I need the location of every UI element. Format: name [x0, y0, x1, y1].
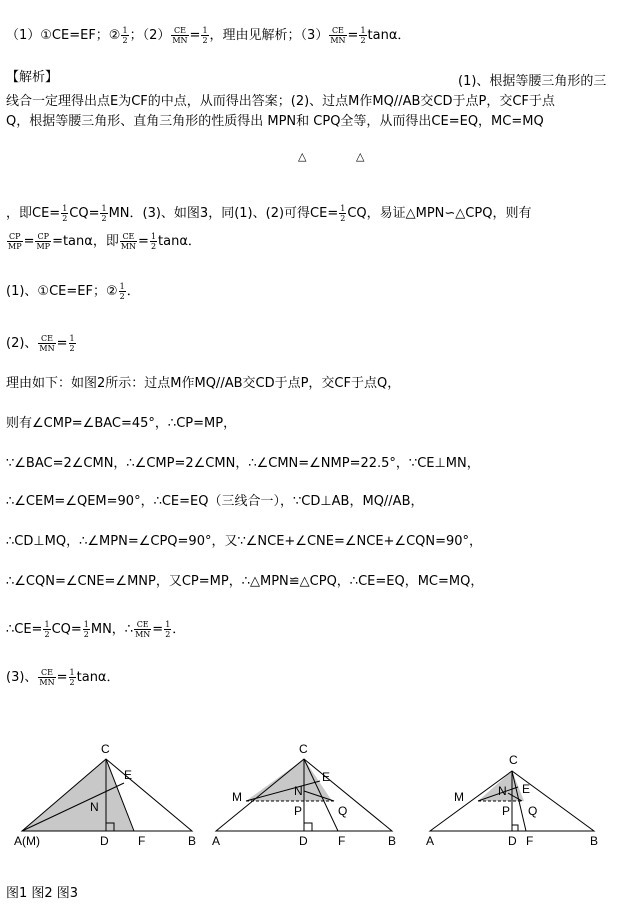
- part-2: (2)、 $\frac{CE}{MN}$ = $\frac{1}{2}$: [6, 334, 75, 353]
- reasoning-line: 理由如下：如图2所示：过点M作MQ//AB交CD于点P，交CF于点Q，: [6, 376, 401, 391]
- label-f: F: [338, 834, 346, 848]
- part-3: (3)、 $\frac{CE}{MN}$ = $\frac{1}{2}$ tanα．: [6, 668, 120, 687]
- label-n: N: [294, 784, 303, 798]
- analysis-heading: 【解析】: [6, 70, 59, 85]
- label-c: C: [509, 753, 518, 767]
- right-angle-mark: [512, 825, 518, 831]
- label-p: P: [294, 804, 303, 818]
- label-n: N: [90, 800, 99, 814]
- shaded-region: [22, 759, 134, 831]
- analysis-line-3: Q，根据等腰三角形、直角三角形的性质得出 MPN和 CPQ全等，从而得出CE=EQ，MC=MQ: [6, 114, 544, 129]
- label-f: F: [526, 834, 534, 848]
- label-am: A(M): [14, 834, 40, 848]
- figure-2: [216, 759, 392, 831]
- label-p: P: [502, 804, 511, 818]
- label-b: B: [388, 834, 397, 848]
- label-c: C: [101, 742, 110, 756]
- label-q: Q: [528, 804, 538, 818]
- geometry-figures: [0, 715, 630, 875]
- fraction-half: $\frac{1}{2}$: [122, 26, 128, 45]
- label-n: N: [498, 784, 507, 798]
- answer-summary: （1）①CE=EF；② $\frac{1}{2}$ ；（2） $\frac{CE}{MN}$ = $\frac{1}{2}$ ，理由见解析；（3） $\frac{CE}{MN}$ = $\frac{1}{2}$ tanα．: [6, 26, 411, 45]
- label-d: D: [508, 834, 517, 848]
- reasoning-line: ∴∠CEM=∠QEM=90°，∴CE=EQ（三线合一），∵CD⊥AB，MQ//AB，: [6, 494, 424, 509]
- label-e: E: [322, 770, 331, 784]
- analysis-line-2: 线合一定理得出点E为CF的中点，从而得出答案；(2)、过点M作MQ//AB交CD于点P，交CF于点: [6, 94, 555, 109]
- triangle-symbol: △: [298, 150, 307, 163]
- label-m: M: [232, 790, 242, 804]
- label-e: E: [124, 768, 133, 782]
- label-q: Q: [338, 804, 348, 818]
- label-m: M: [454, 790, 464, 804]
- label-d: D: [100, 834, 109, 848]
- label-c: C: [299, 742, 308, 756]
- figure-caption: 图1 图2 图3: [6, 886, 79, 901]
- triangle-symbol: △: [356, 150, 365, 163]
- analysis-line-4: ，即CE= $\frac{1}{2}$ CQ= $\frac{1}{2}$ MN．(3)、如图3，同(1)、(2)可得CE= $\frac{1}{2}$ CQ，易证△MPN∽△CPQ，则有: [6, 204, 532, 223]
- label-e: E: [522, 782, 531, 796]
- label-a: A: [212, 834, 221, 848]
- label-b: B: [590, 834, 599, 848]
- right-angle-mark: [304, 823, 312, 831]
- reasoning-line: ∵∠BAC=2∠CMN，∴∠CMP=2∠CMN，∴∠CMN=∠NMP=22.5°，∵CE⊥MN，: [6, 456, 480, 471]
- part-1: (1)、①CE=EF；② $\frac{1}{2}$ ．: [6, 282, 140, 301]
- label-f: F: [138, 834, 146, 848]
- shaded-region: [246, 759, 332, 801]
- label-a: A: [426, 834, 435, 848]
- reasoning-line: ∴CD⊥MQ，∴∠MPN=∠CPQ=90°，又∵∠NCE+∠CNE=∠NCE+∠CQN=90°，: [6, 534, 483, 549]
- analysis-right-text: (1)、根据等腰三角形的三: [458, 74, 607, 89]
- reasoning-line: 则有∠CMP=∠BAC=45°，∴CP=MP，: [6, 416, 237, 431]
- label-b: B: [188, 834, 197, 848]
- figure-1: [22, 759, 192, 831]
- analysis-line-5: $\frac{CP}{MP}$ = $\frac{CP}{MP}$ =tanα，即 $\frac{CE}{MN}$ = $\frac{1}{2}$ tanα．: [8, 232, 201, 251]
- label-d: D: [299, 834, 308, 848]
- reasoning-line: ∴∠CQN=∠CNE=∠MNP，又CP=MP，∴△MPN≌△CPQ，∴CE=EQ，MC=MQ，: [6, 574, 484, 589]
- conclusion-line: ∴CE= $\frac{1}{2}$ CQ= $\frac{1}{2}$ MN，∴ $\frac{CE}{MN}$ = $\frac{1}{2}$ ．: [6, 620, 186, 639]
- fraction-ce-mn: $\frac{CE}{MN}$: [172, 26, 188, 45]
